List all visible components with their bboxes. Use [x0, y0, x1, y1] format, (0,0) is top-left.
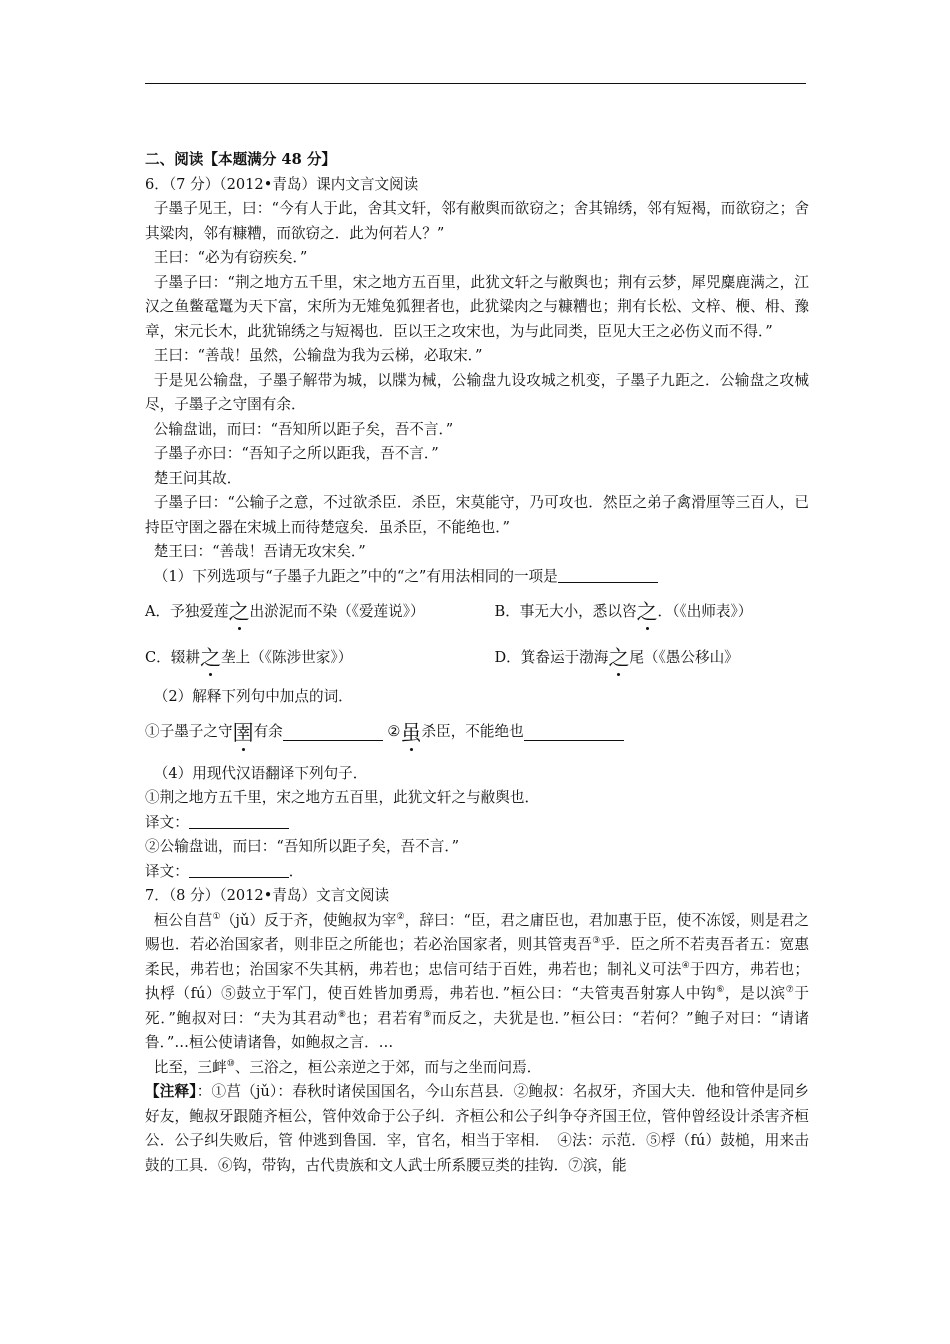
- q6-passage-para-5: 于是见公输盘，子墨子解带为城，以牒为械，公输盘九设攻城之机变，子墨子九距之．公输盘之攻械尽，子墨子之守圉有余．: [145, 371, 809, 413]
- footnote-marker: ⑧: [337, 1009, 347, 1020]
- q7-header: 7．（8 分）（2012•青岛）文言文阅读: [145, 887, 390, 904]
- option-c-pre: C．辍耕: [145, 648, 200, 666]
- sub2-item1-blank[interactable]: [283, 724, 383, 741]
- translation-label-1: 译文：: [145, 813, 189, 831]
- q7-passage-para-2: [145, 1056, 809, 1081]
- footnote-marker: ⑥: [716, 985, 725, 996]
- option-b-post: ．（《出师表》）: [657, 602, 753, 620]
- q6-header: 6．（7 分）（2012•青岛）课内文言文阅读: [145, 175, 419, 193]
- q6-passage-para-9: 子墨子曰：“公输子之意，不过欲杀臣．杀臣，宋莫能守，乃可攻也．然臣之弟子禽滑厘等三百人，已持臣守圉之器在宋城上而待楚寇矣．虽杀臣，不能绝也．”: [145, 494, 809, 536]
- translation-blank-2[interactable]: [189, 861, 289, 878]
- sub2-item2-blank[interactable]: [524, 724, 624, 741]
- footnote-marker: ⑩: [226, 1058, 235, 1069]
- sub2-item2-pre: ②: [387, 723, 401, 741]
- notes-label: 【注释】: [145, 1083, 197, 1100]
- q6-passage-para-6: 公输盘诎，而曰：“吾知所以距子矣，吾不言．”: [153, 420, 454, 438]
- option-b[interactable]: [494, 600, 809, 625]
- q6-sub2-items: [145, 710, 809, 756]
- q6-sub2-question: （2）解释下列句中加点的词．: [153, 688, 353, 705]
- option-b-pre: B．事无大小，悉以咨: [494, 602, 637, 620]
- option-a-post: 出淤泥而不染（《爱莲说》）: [249, 602, 425, 620]
- q6-passage-para-10: 楚王曰：“善哉！吾请无攻宋矣．”: [153, 543, 366, 560]
- option-d[interactable]: [494, 646, 809, 671]
- option-c-dotted-char: 之: [199, 645, 221, 670]
- sub2-item1-pre: ①子墨子之守: [145, 723, 233, 741]
- option-a-dotted-char: 之: [228, 599, 250, 624]
- header-rule: [145, 83, 806, 84]
- sub2-item2-post: 杀臣，不能绝也: [421, 723, 524, 741]
- footnote-marker: ①: [212, 911, 221, 922]
- option-a[interactable]: [145, 600, 494, 625]
- translation-label-2: 译文：: [145, 862, 189, 880]
- footnote-marker: ⑦: [785, 985, 795, 996]
- q7-text: （jǔ）反于齐，使鲍叔为宰: [220, 911, 397, 929]
- q6-options-ab: [145, 589, 809, 635]
- q6-sub4-question: （4）用现代汉语翻译下列句子．: [153, 764, 368, 782]
- footnote-marker: ⑨: [423, 1009, 433, 1020]
- q7-text: 桓公自莒: [153, 911, 213, 929]
- q6-passage-para-7: 子墨子亦曰：“吾知子之所以距我，吾不言．”: [153, 445, 439, 462]
- q7-text: 、三浴之，桓公亲逆之于郊，而与之坐而问焉．: [234, 1058, 542, 1076]
- q7-text: ，是以滨: [724, 985, 786, 1002]
- q6-passage-para-2: 王曰：“必为有窃疾矣．”: [153, 249, 308, 266]
- q6-sub4-translation-2: [145, 860, 809, 885]
- q6-sub1-question-text: （1）下列选项与“子墨子九距之”中的“之”有用法相同的一项是: [153, 567, 558, 585]
- option-d-dotted-char: 之: [608, 645, 630, 670]
- sub2-item1-dotted-char: 圉: [232, 720, 254, 745]
- section-title: 二、阅读【本题满分 48 分】: [145, 151, 337, 168]
- q6-sub4-sentence-1: ①荆之地方五千里，宋之地方五百里，此犹文轩之与敝舆也．: [145, 789, 540, 806]
- footnote-marker: ③: [592, 936, 601, 947]
- q6-passage-para-8: 楚王问其故．: [153, 469, 242, 487]
- q6-sub4-translation-1: [145, 811, 809, 836]
- option-c-post: 垄上（《陈涉世家》）: [220, 648, 353, 666]
- q7-passage-para-1: [145, 909, 809, 1056]
- translation-blank-1[interactable]: [189, 812, 289, 829]
- q6-sub1-question: [145, 565, 809, 590]
- q6-sub4-sentence-2: ②公输盘诎，而曰：“吾知所以距子矣，吾不言．”: [145, 838, 460, 855]
- sub2-item1-post: 有余: [253, 723, 283, 741]
- sub2-item2-dotted-char: 虽: [400, 720, 422, 745]
- q6-options-cd: [145, 635, 809, 681]
- q7-text: ，辞曰：“臣，君之庸臣也，君加惠于臣，使不冻馁，则是君之赐也．若必治国家者，则非臣之所能也；若必治国家者，则其管夷吾: [145, 911, 809, 953]
- option-b-dotted-char: 之: [636, 599, 658, 624]
- q7-notes: [145, 1080, 809, 1178]
- option-c[interactable]: [145, 646, 494, 671]
- q7-text: 而反之，夫犹是也．”桓公曰：“若何？”鲍子对曰：“请诸鲁．”…桓公使请诸鲁，如鲍叔之言．…: [145, 1009, 809, 1051]
- document-page: [145, 148, 809, 1178]
- q6-passage-para-4: 王曰：“善哉！虽然，公输盘为我为云梯，必取宋．”: [153, 347, 483, 364]
- option-d-post: 尾（《愚公移山》: [629, 648, 739, 666]
- option-a-pre: A．予独爱莲: [145, 602, 229, 620]
- q7-text: 乎．臣之所不若夷吾者五：宽惠柔民，弗若也；治国家不失其柄，弗若也；忠信可结于百姓，弗若也；制礼义可法: [145, 936, 809, 978]
- option-d-pre: D．箕畚运于渤海: [494, 648, 609, 666]
- notes-text: ：①莒（jǔ）：春秋时诸侯国国名，今山东莒县．②鲍叔：名叔牙，齐国大夫．他和管仲是同乡好友，鲍叔牙跟随齐桓公，管仲效命于公子纠．齐桓公和公子纠争夺齐国王位，管仲曾经设计杀害齐桓公．公子纠失败后，管 仲逃到鲁国．宰，官名，相当于宰相． ④法：示范．⑤桴（fú）鼓槌，用来击鼓的工具．⑥钩，带钩，古代贵族和文人武士所系腰豆类的挂钩．⑦滨，能: [145, 1083, 809, 1174]
- translation-end-2: ．: [288, 862, 304, 880]
- footnote-marker: ②: [396, 911, 405, 922]
- q7-text: 于死．”鲍叔对曰：“夫为其君动: [145, 985, 809, 1027]
- q7-text: 也；君若宥: [346, 1009, 424, 1027]
- footnote-marker: ④: [681, 960, 691, 971]
- q6-passage-para-3: 子墨子曰：“荆之地方五千里，宋之地方五百里，此犹文轩之与敝舆也；荆有云梦，犀兕麋鹿满之，江汉之鱼鳖鼋鼍为天下富，宋所为无雉兔狐狸者也，此犹粱肉之与糠糟也；荆有长松、文梓、楩、枏、豫章，宋元长木，此犹锦绣之与短褐也．臣以王之攻宋也，为与此同类，臣见大王之必伤义而不得．”: [145, 273, 809, 340]
- q7-text: 于四方，弗若也；执桴（fú）⑤鼓立于军门，使百姓皆加勇焉，弗若也．”桓公曰：“夫管夷吾射寡人中钩: [145, 960, 809, 1002]
- q7-text: 比至，三衅: [153, 1058, 227, 1076]
- answer-blank[interactable]: [558, 566, 658, 583]
- q6-passage-para-1: 子墨子见王，曰：“今有人于此，舍其文轩，邻有敝舆而欲窃之；舍其锦绣，邻有短褐，而欲窃之；舍其粱肉，邻有糠糟，而欲窃之．此为何若人？”: [145, 200, 809, 242]
